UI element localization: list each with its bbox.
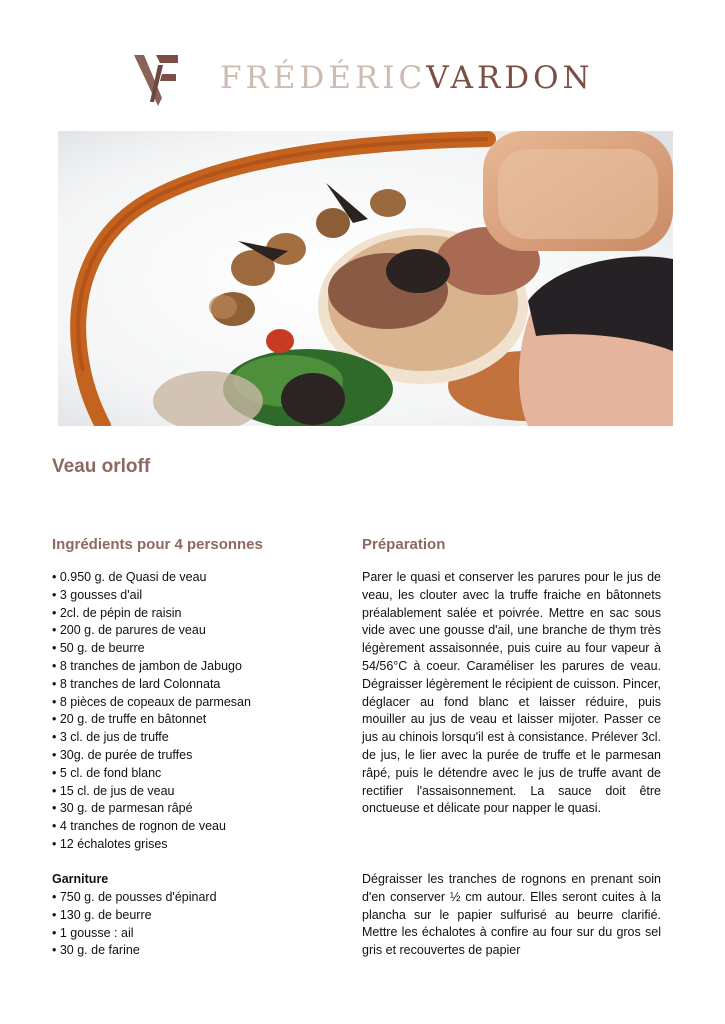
list-item: • 750 g. de pousses d'épinard — [52, 890, 217, 904]
brand-logo — [132, 52, 592, 108]
plated-dish-photo — [58, 131, 673, 426]
list-item: • 3 cl. de jus de truffe — [52, 730, 169, 745]
list-item: • 3 gousses d'ail — [52, 587, 143, 602]
list-item: • 1 gousse : ail — [52, 925, 134, 940]
list-item: • 12 échalotes grises — [52, 836, 168, 851]
ingredients-list — [52, 569, 342, 854]
list-item: • 8 tranches de lard Colonnata — [52, 676, 221, 691]
brand-wordmark — [220, 60, 594, 96]
list-item: • 4 tranches de rognon de veau — [52, 819, 226, 834]
list-item: • 8 tranches de jambon de Jabugo — [52, 658, 242, 673]
list-item: • 20 g. de truffe en bâtonnet — [52, 712, 207, 727]
list-item: • 5 cl. de fond blanc — [52, 765, 162, 780]
recipe-title: Veau orloff — [52, 456, 151, 477]
preparation-heading: Préparation — [362, 536, 446, 553]
list-item: • 15 cl. de jus de veau — [52, 783, 175, 798]
brand-name-first: FRÉDÉRIC — [220, 60, 427, 96]
vf-monogram-icon — [132, 52, 192, 108]
list-item: • 30g. de purée de truffes — [52, 747, 193, 762]
list-item: • 30 g. de parmesan râpé — [52, 801, 193, 816]
ingredients-heading: Ingrédients pour 4 personnes — [52, 536, 263, 553]
brand-name-last: VARDON — [426, 60, 594, 96]
list-item: • 50 g. de beurre — [52, 641, 145, 656]
list-item: • 8 pièces de copeaux de parmesan — [52, 694, 251, 709]
list-item: • 130 g. de beurre — [52, 907, 152, 922]
list-item: • 200 g. de parures de veau — [52, 623, 206, 638]
list-item: • 30 g. de farine — [52, 943, 140, 958]
list-item: • 0.950 g. de Quasi de veau — [52, 570, 207, 584]
list-item: • 2cl. de pépin de raisin — [52, 605, 182, 620]
preparation-paragraph-1: Parer le quasi et conserver les parures pour le jus de veau, les clouter avec la truffe fraiche en bâtonnets préalablement salée et poivrée. Mettre en sac sous vide avec une gousse d'ail, une branche de thym très légèrement assaisonnée, puis cuire au four vapeur à 54/56°C à coeur. Caraméliser les parures de veau. Dégraisser légèrement le récipient de cuisson. Pincer, déglacer au fond blanc et laisser réduire, puis mouiller au jus de veau et laisser mijoter. Passer ce jus au chinois lorsqu'il est à consistance. Prélever 3cl. de jus, le lier avec la purée de truffe et le parmesan râpé, puis le détendre avec le jus de truffe avant de rectifier l'assaisonnement. La sauce doit être onctueuse et délicate pour napper le quasi. — [362, 570, 661, 816]
garniture-list — [52, 889, 342, 960]
preparation-paragraph-2: Dégraisser les tranches de rognons en prenant soin d'en conserver ½ cm autour. Elles seront cuites à la plancha sur le papier sulfurisé au beurre clarifié. Mettre les échalotes à confire au four sur du gros sel gris et recouvertes de papier — [362, 872, 661, 958]
garniture-heading: Garniture — [52, 872, 109, 886]
